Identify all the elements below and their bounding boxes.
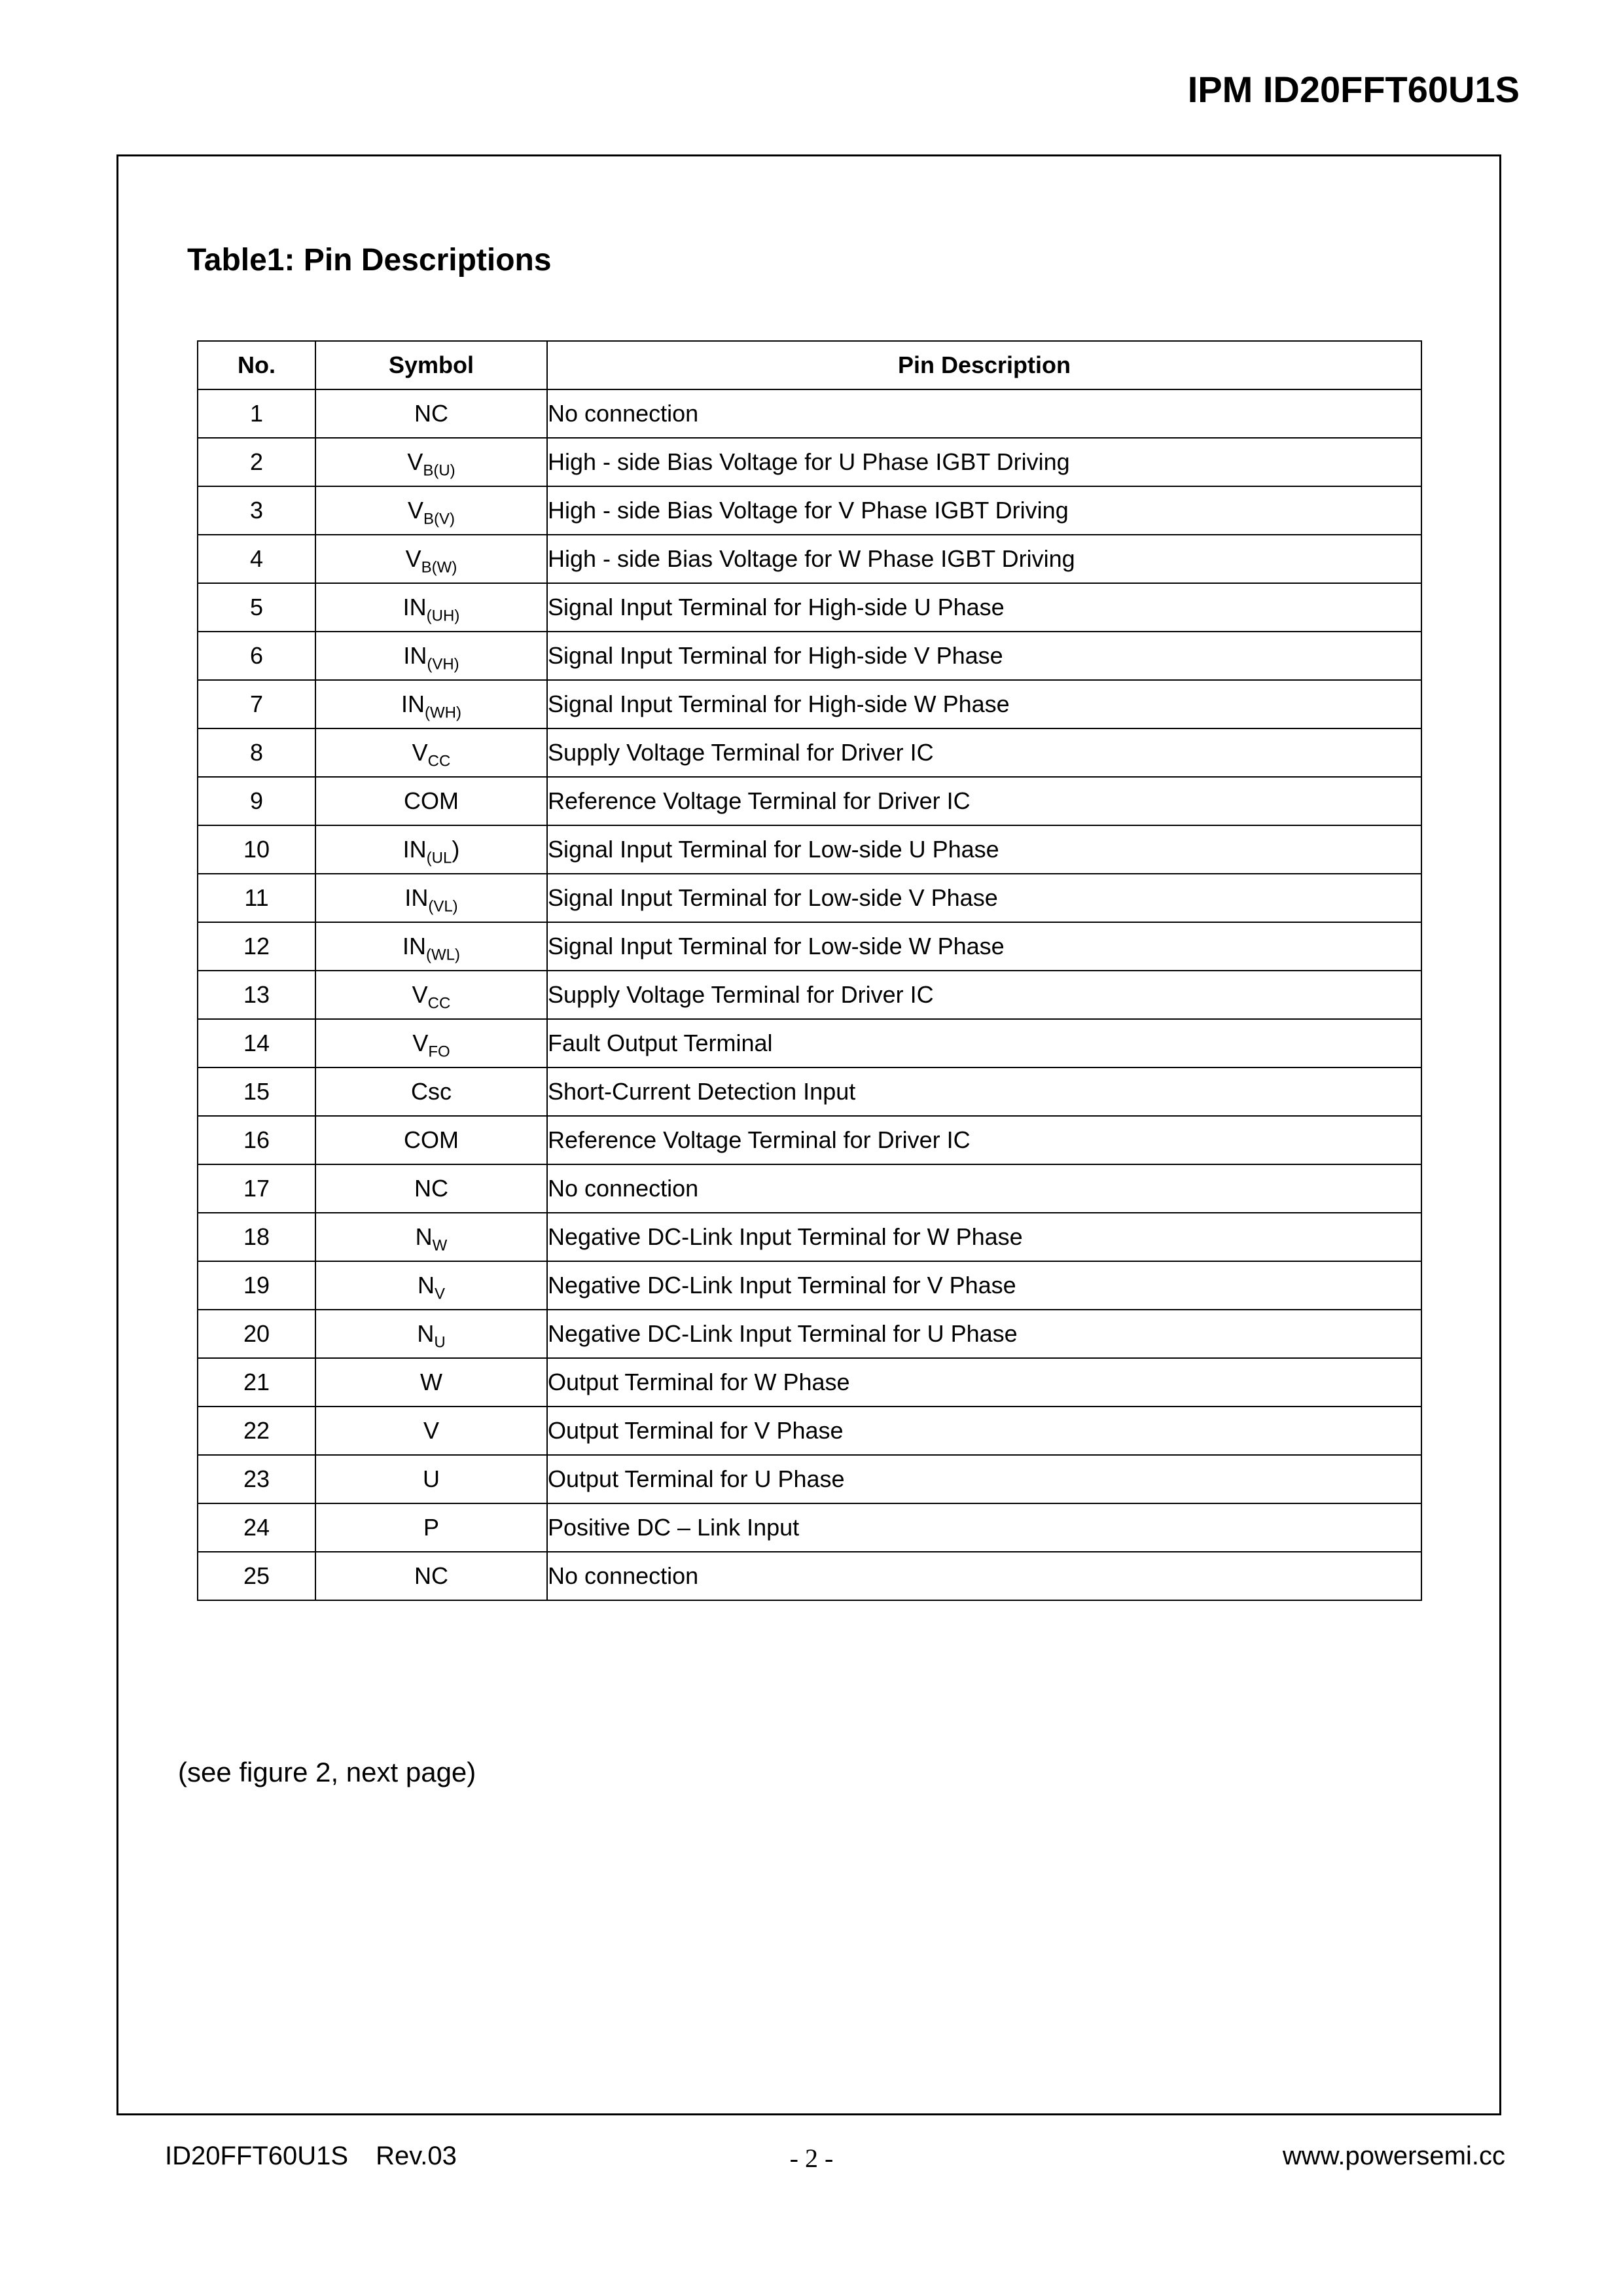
pin-symbol bbox=[315, 680, 547, 728]
footer-website: www.powersemi.cc bbox=[1282, 2142, 1505, 2170]
table-row bbox=[198, 1019, 1421, 1067]
pin-symbol-base: NC bbox=[414, 400, 448, 427]
pin-symbol-base: IN bbox=[402, 933, 426, 960]
pin-symbol-base: NC bbox=[414, 1175, 448, 1202]
pin-number: 1 bbox=[198, 389, 315, 438]
pin-symbol bbox=[315, 1164, 547, 1213]
pin-symbol-base: COM bbox=[404, 1126, 459, 1153]
pin-description: High - side Bias Voltage for V Phase IGBT Driving bbox=[547, 486, 1421, 535]
table-row bbox=[198, 874, 1421, 922]
pin-number: 23 bbox=[198, 1455, 315, 1503]
pin-description: Supply Voltage Terminal for Driver IC bbox=[547, 971, 1421, 1019]
pin-symbol bbox=[315, 632, 547, 680]
table-header-row bbox=[198, 341, 1421, 389]
pin-number: 4 bbox=[198, 535, 315, 583]
pin-description: Supply Voltage Terminal for Driver IC bbox=[547, 728, 1421, 777]
pin-symbol-subscript: (UH) bbox=[426, 607, 460, 625]
pin-symbol-subscript: (UL bbox=[426, 849, 452, 867]
pin-symbol-subscript: B(W) bbox=[421, 558, 457, 577]
table-row bbox=[198, 1503, 1421, 1552]
table-row bbox=[198, 486, 1421, 535]
pin-symbol-base: N bbox=[415, 1223, 433, 1250]
pin-symbol-subscript: (VH) bbox=[427, 655, 459, 673]
pin-symbol-subscript: CC bbox=[427, 994, 451, 1013]
pin-number: 13 bbox=[198, 971, 315, 1019]
pin-description: Signal Input Terminal for Low-side W Phase bbox=[547, 922, 1421, 971]
pin-symbol-base: N bbox=[417, 1272, 435, 1299]
pin-description: Reference Voltage Terminal for Driver IC bbox=[547, 1116, 1421, 1164]
table-row bbox=[198, 535, 1421, 583]
pin-number: 3 bbox=[198, 486, 315, 535]
pin-number: 8 bbox=[198, 728, 315, 777]
pin-symbol bbox=[315, 1310, 547, 1358]
pin-symbol-base: V bbox=[412, 981, 428, 1008]
pin-symbol bbox=[315, 535, 547, 583]
pin-description: Output Terminal for U Phase bbox=[547, 1455, 1421, 1503]
pin-description: Negative DC-Link Input Terminal for V Phase bbox=[547, 1261, 1421, 1310]
pin-symbol bbox=[315, 1407, 547, 1455]
pin-description: Negative DC-Link Input Terminal for W Phase bbox=[547, 1213, 1421, 1261]
pin-symbol-base: COM bbox=[404, 787, 459, 814]
pin-symbol-base: IN bbox=[402, 594, 427, 620]
table-body bbox=[198, 389, 1421, 1600]
pin-symbol-base: P bbox=[423, 1514, 439, 1541]
footer-part-number: ID20FFT60U1S bbox=[165, 2142, 349, 2170]
pin-number: 20 bbox=[198, 1310, 315, 1358]
pin-symbol bbox=[315, 389, 547, 438]
pin-symbol bbox=[315, 971, 547, 1019]
pin-number: 22 bbox=[198, 1407, 315, 1455]
pin-symbol bbox=[315, 1261, 547, 1310]
column-header-symbol: Symbol bbox=[315, 341, 547, 389]
pin-symbol-base: V bbox=[407, 448, 423, 475]
pin-symbol bbox=[315, 1455, 547, 1503]
pin-number: 2 bbox=[198, 438, 315, 486]
column-header-description: Pin Description bbox=[547, 341, 1421, 389]
pin-description: No connection bbox=[547, 389, 1421, 438]
pin-number: 16 bbox=[198, 1116, 315, 1164]
pin-symbol bbox=[315, 486, 547, 535]
pin-symbol-base: IN bbox=[403, 642, 427, 669]
table-row bbox=[198, 825, 1421, 874]
pin-description: High - side Bias Voltage for U Phase IGBT Driving bbox=[547, 438, 1421, 486]
table-row bbox=[198, 1067, 1421, 1116]
pin-description: Output Terminal for W Phase bbox=[547, 1358, 1421, 1407]
table-row bbox=[198, 777, 1421, 825]
pin-number: 11 bbox=[198, 874, 315, 922]
pin-number: 6 bbox=[198, 632, 315, 680]
pin-symbol-base: V bbox=[412, 739, 428, 766]
pin-symbol-base: NC bbox=[414, 1562, 448, 1589]
pin-symbol bbox=[315, 825, 547, 874]
table-row bbox=[198, 922, 1421, 971]
pin-symbol-base: IN bbox=[402, 836, 427, 863]
pin-description: Negative DC-Link Input Terminal for U Phase bbox=[547, 1310, 1421, 1358]
pin-symbol-base: V bbox=[412, 1030, 429, 1056]
pin-symbol bbox=[315, 1019, 547, 1067]
pin-symbol bbox=[315, 1552, 547, 1600]
pin-number: 7 bbox=[198, 680, 315, 728]
pin-symbol-base: W bbox=[420, 1369, 442, 1395]
pin-symbol-subscript: U bbox=[434, 1333, 446, 1352]
pin-symbol bbox=[315, 922, 547, 971]
pin-symbol-base: V bbox=[405, 545, 421, 572]
pin-symbol-suffix: ) bbox=[452, 836, 460, 863]
pin-symbol bbox=[315, 728, 547, 777]
pin-symbol-base: N bbox=[417, 1320, 435, 1347]
table-row bbox=[198, 1358, 1421, 1407]
pin-symbol bbox=[315, 583, 547, 632]
pin-number: 14 bbox=[198, 1019, 315, 1067]
pin-description: Signal Input Terminal for High-side V Phase bbox=[547, 632, 1421, 680]
table-row bbox=[198, 632, 1421, 680]
pin-symbol-subscript: W bbox=[432, 1236, 448, 1255]
figure-reference-note: (see figure 2, next page) bbox=[178, 1757, 476, 1787]
pin-number: 10 bbox=[198, 825, 315, 874]
table-row bbox=[198, 1164, 1421, 1213]
pin-symbol bbox=[315, 438, 547, 486]
pin-description: Positive DC – Link Input bbox=[547, 1503, 1421, 1552]
pin-number: 17 bbox=[198, 1164, 315, 1213]
table-row bbox=[198, 1552, 1421, 1600]
pin-description: Short-Current Detection Input bbox=[547, 1067, 1421, 1116]
pin-description: Output Terminal for V Phase bbox=[547, 1407, 1421, 1455]
pin-number: 9 bbox=[198, 777, 315, 825]
pin-symbol bbox=[315, 1067, 547, 1116]
column-header-no: No. bbox=[198, 341, 315, 389]
pin-description: Signal Input Terminal for Low-side V Phase bbox=[547, 874, 1421, 922]
pin-symbol bbox=[315, 1213, 547, 1261]
pin-number: 21 bbox=[198, 1358, 315, 1407]
table-row bbox=[198, 1213, 1421, 1261]
pin-symbol-subscript: B(V) bbox=[423, 510, 455, 528]
table-row bbox=[198, 680, 1421, 728]
pin-symbol-base: V bbox=[407, 497, 423, 524]
table-row bbox=[198, 1261, 1421, 1310]
pin-description: Signal Input Terminal for Low-side U Phase bbox=[547, 825, 1421, 874]
table-row bbox=[198, 1407, 1421, 1455]
table-row bbox=[198, 971, 1421, 1019]
document-title: IPM ID20FFT60U1S bbox=[1187, 69, 1520, 110]
pin-symbol-subscript: B(U) bbox=[423, 461, 455, 480]
pin-number: 19 bbox=[198, 1261, 315, 1310]
pin-number: 5 bbox=[198, 583, 315, 632]
pin-symbol-subscript: V bbox=[434, 1285, 445, 1303]
pin-descriptions-table bbox=[197, 340, 1422, 1601]
table-caption: Table1: Pin Descriptions bbox=[187, 243, 552, 278]
footer-page-number: - 2 - bbox=[789, 2144, 834, 2173]
pin-symbol-subscript: FO bbox=[428, 1043, 450, 1061]
table-row bbox=[198, 1455, 1421, 1503]
pin-number: 24 bbox=[198, 1503, 315, 1552]
pin-symbol-base: IN bbox=[404, 884, 429, 911]
table-row bbox=[198, 1116, 1421, 1164]
pin-symbol-subscript: (WL) bbox=[426, 946, 460, 964]
pin-description: Signal Input Terminal for High-side W Phase bbox=[547, 680, 1421, 728]
pin-symbol bbox=[315, 874, 547, 922]
table-row bbox=[198, 389, 1421, 438]
pin-number: 18 bbox=[198, 1213, 315, 1261]
table-row bbox=[198, 438, 1421, 486]
pin-number: 12 bbox=[198, 922, 315, 971]
pin-number: 25 bbox=[198, 1552, 315, 1600]
pin-symbol bbox=[315, 1358, 547, 1407]
footer-part-info bbox=[165, 2142, 457, 2171]
pin-description: High - side Bias Voltage for W Phase IGBT Driving bbox=[547, 535, 1421, 583]
pin-symbol-base: U bbox=[423, 1465, 440, 1492]
pin-symbol bbox=[315, 777, 547, 825]
pin-number: 15 bbox=[198, 1067, 315, 1116]
footer-revision: Rev.03 bbox=[376, 2142, 457, 2170]
table-row bbox=[198, 1310, 1421, 1358]
pin-symbol bbox=[315, 1503, 547, 1552]
pin-description: Reference Voltage Terminal for Driver IC bbox=[547, 777, 1421, 825]
pin-symbol-base: Csc bbox=[411, 1078, 452, 1105]
pin-symbol bbox=[315, 1116, 547, 1164]
table-row bbox=[198, 728, 1421, 777]
pin-symbol-subscript: CC bbox=[427, 752, 451, 770]
pin-description: Signal Input Terminal for High-side U Phase bbox=[547, 583, 1421, 632]
table-row bbox=[198, 583, 1421, 632]
pin-symbol-base: V bbox=[423, 1417, 439, 1444]
pin-symbol-subscript: (VL) bbox=[428, 897, 458, 916]
pin-symbol-subscript: (WH) bbox=[425, 704, 461, 722]
pin-description: No connection bbox=[547, 1552, 1421, 1600]
pin-description: Fault Output Terminal bbox=[547, 1019, 1421, 1067]
pin-description: No connection bbox=[547, 1164, 1421, 1213]
pin-symbol-base: IN bbox=[401, 691, 425, 717]
